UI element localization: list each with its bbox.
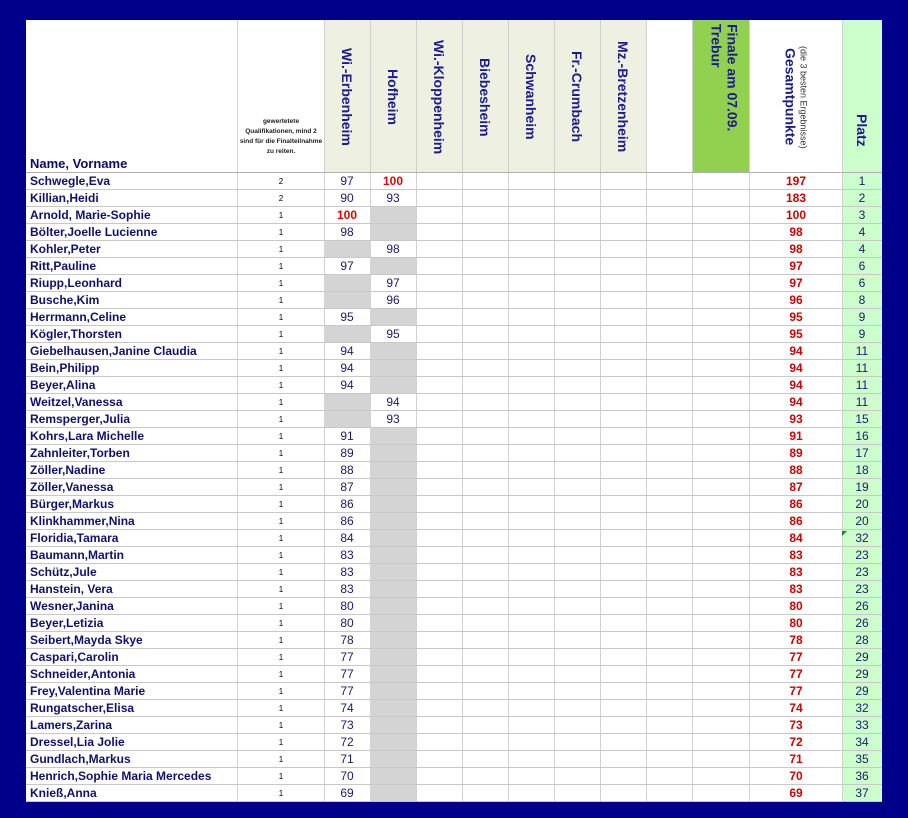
score-erbenheim-cell[interactable]: 69 xyxy=(340,786,354,800)
total-points-cell[interactable]: 73 xyxy=(789,718,803,732)
total-points-cell[interactable]: 197 xyxy=(785,174,807,188)
total-points-cell[interactable]: 93 xyxy=(789,412,803,426)
table-row xyxy=(26,275,882,292)
venue-header-crumbach: Fr.-Crumbach xyxy=(569,51,585,143)
score-hofheim-cell[interactable] xyxy=(370,496,416,513)
score-hofheim-cell[interactable] xyxy=(370,581,416,598)
place-cell[interactable]: 11 xyxy=(855,361,869,375)
place-cell[interactable]: 32 xyxy=(855,701,869,715)
table-row xyxy=(26,700,882,717)
place-cell[interactable]: 20 xyxy=(855,497,869,511)
score-erbenheim-cell[interactable]: 71 xyxy=(340,752,354,766)
rider-name-cell[interactable]: Gundlach,Markus xyxy=(30,752,131,766)
total-points-cell[interactable]: 98 xyxy=(789,242,803,256)
total-points-cell[interactable]: 80 xyxy=(789,599,803,613)
total-points-cell[interactable]: 91 xyxy=(789,429,803,443)
score-erbenheim-cell[interactable]: 83 xyxy=(340,565,354,579)
place-cell[interactable]: 15 xyxy=(855,412,869,426)
total-points-cell[interactable]: 96 xyxy=(789,293,803,307)
place-cell[interactable]: 9 xyxy=(858,327,866,341)
venue-header-erbenheim: Wi.-Erbenheim xyxy=(339,48,355,146)
rider-name-cell[interactable]: Lamers,Zarina xyxy=(30,718,113,732)
place-cell[interactable]: 16 xyxy=(855,429,869,443)
rider-name-cell[interactable]: Kohler,Peter xyxy=(30,242,101,256)
rider-name-cell[interactable]: Knieß,Anna xyxy=(30,786,97,800)
table-row xyxy=(26,173,882,190)
total-points-cell[interactable]: 95 xyxy=(789,310,803,324)
score-erbenheim-cell[interactable]: 80 xyxy=(340,599,354,613)
place-cell[interactable]: 6 xyxy=(858,259,866,273)
total-points-cell[interactable]: 89 xyxy=(789,446,803,460)
rider-name-cell[interactable]: Giebelhausen,Janine Claudia xyxy=(30,344,197,358)
score-erbenheim-cell[interactable]: 74 xyxy=(340,701,354,715)
rider-name-cell[interactable]: Schütz,Jule xyxy=(30,565,97,579)
table-row xyxy=(26,377,882,394)
score-hofheim-cell[interactable] xyxy=(370,717,416,734)
rider-name-cell[interactable]: Riupp,Leonhard xyxy=(30,276,122,290)
table-row xyxy=(26,394,882,411)
table-row xyxy=(26,598,882,615)
score-hofheim-cell[interactable] xyxy=(370,360,416,377)
score-hofheim-cell[interactable]: 100 xyxy=(382,174,404,188)
total-points-cell[interactable]: 95 xyxy=(789,327,803,341)
score-hofheim-cell[interactable] xyxy=(370,343,416,360)
score-erbenheim-cell[interactable]: 86 xyxy=(340,497,354,511)
total-points-cell[interactable]: 74 xyxy=(789,701,803,715)
rider-name-cell[interactable]: Ritt,Pauline xyxy=(30,259,97,273)
total-points-cell[interactable]: 84 xyxy=(789,531,803,545)
qualification-count-cell[interactable]: 1 xyxy=(278,279,284,288)
total-points-cell[interactable]: 83 xyxy=(789,565,803,579)
venue-header-bretzenheim: Mz.-Bretzenheim xyxy=(615,41,631,153)
place-cell[interactable]: 32 xyxy=(855,531,869,545)
score-hofheim-cell[interactable]: 94 xyxy=(386,395,400,409)
score-hofheim-cell[interactable] xyxy=(370,649,416,666)
rider-name-cell[interactable]: Wesner,Janina xyxy=(30,599,114,613)
total-points-cell[interactable]: 97 xyxy=(789,276,803,290)
place-cell[interactable]: 17 xyxy=(855,446,869,460)
rider-name-cell[interactable]: Baumann,Martin xyxy=(30,548,125,562)
rider-name-cell[interactable]: Schneider,Antonia xyxy=(30,667,136,681)
score-erbenheim-cell[interactable]: 97 xyxy=(340,174,354,188)
rider-name-cell[interactable]: Kögler,Thorsten xyxy=(30,327,123,341)
table-row xyxy=(26,462,882,479)
table-row xyxy=(26,768,882,785)
score-erbenheim-cell[interactable] xyxy=(324,241,370,258)
table-row xyxy=(26,258,882,275)
rider-name-cell[interactable]: Caspari,Carolin xyxy=(30,650,119,664)
place-cell[interactable]: 11 xyxy=(855,378,869,392)
total-points-cell[interactable]: 97 xyxy=(789,259,803,273)
rider-name-cell[interactable]: Zöller,Vanessa xyxy=(30,480,114,494)
rider-name-cell[interactable]: Rungatscher,Elisa xyxy=(30,701,135,715)
score-erbenheim-cell[interactable]: 77 xyxy=(340,650,354,664)
place-cell[interactable]: 19 xyxy=(855,480,869,494)
place-cell[interactable]: 8 xyxy=(858,293,866,307)
qualification-count-cell[interactable]: 1 xyxy=(278,432,284,441)
score-erbenheim-cell[interactable]: 86 xyxy=(340,514,354,528)
place-cell[interactable]: 34 xyxy=(855,735,869,749)
qualification-count-cell[interactable]: 1 xyxy=(278,653,284,662)
place-cell[interactable]: 29 xyxy=(855,667,869,681)
score-erbenheim-cell[interactable]: 94 xyxy=(340,378,354,392)
rider-name-cell[interactable]: Zöller,Nadine xyxy=(30,463,106,477)
rider-name-cell[interactable]: Seibert,Mayda Skye xyxy=(30,633,143,647)
total-points-cell[interactable]: 77 xyxy=(789,667,803,681)
qualification-count-cell[interactable]: 1 xyxy=(278,381,284,390)
score-hofheim-cell[interactable] xyxy=(370,513,416,530)
score-hofheim-cell[interactable]: 96 xyxy=(386,293,400,307)
rider-name-cell[interactable]: Weitzel,Vanessa xyxy=(30,395,123,409)
place-cell[interactable]: 23 xyxy=(855,548,869,562)
rider-name-cell[interactable]: Henrich,Sophie Maria Mercedes xyxy=(30,769,212,783)
place-cell[interactable]: 11 xyxy=(855,395,869,409)
qualification-count-cell[interactable]: 1 xyxy=(278,670,284,679)
qualification-count-cell[interactable]: 1 xyxy=(278,296,284,305)
venue-header-biebesheim: Biebesheim xyxy=(477,57,493,137)
rider-name-cell[interactable]: Klinkhammer,Nina xyxy=(30,514,135,528)
place-cell[interactable]: 6 xyxy=(858,276,866,290)
place-cell[interactable]: 33 xyxy=(855,718,869,732)
score-erbenheim-cell[interactable]: 72 xyxy=(340,735,354,749)
score-hofheim-cell[interactable] xyxy=(370,547,416,564)
score-hofheim-cell[interactable] xyxy=(370,785,416,802)
rider-name-cell[interactable]: Killian,Heidi xyxy=(30,191,99,205)
rider-name-cell[interactable]: Floridia,Tamara xyxy=(30,531,119,545)
place-cell[interactable]: 20 xyxy=(855,514,869,528)
table-row xyxy=(26,445,882,462)
total-points-cell[interactable]: 94 xyxy=(789,344,803,358)
score-hofheim-cell[interactable] xyxy=(370,445,416,462)
total-points-cell[interactable]: 183 xyxy=(785,191,807,205)
score-hofheim-cell[interactable] xyxy=(370,615,416,632)
qualification-count-cell[interactable]: 1 xyxy=(278,551,284,560)
table-row xyxy=(26,309,882,326)
rider-name-cell[interactable]: Beyer,Letizia xyxy=(30,616,104,630)
total-points-cell[interactable]: 86 xyxy=(789,497,803,511)
table-row xyxy=(26,326,882,343)
qualification-count-cell[interactable]: 1 xyxy=(278,500,284,509)
qualification-count-cell[interactable]: 1 xyxy=(278,347,284,356)
score-erbenheim-cell[interactable]: 80 xyxy=(340,616,354,630)
table-row xyxy=(26,411,882,428)
qualification-count-cell[interactable]: 2 xyxy=(278,177,284,186)
total-points-cell[interactable]: 71 xyxy=(789,752,803,766)
qualification-count-cell[interactable]: 1 xyxy=(278,534,284,543)
qualification-count-cell[interactable]: 1 xyxy=(278,228,284,237)
rider-name-cell[interactable]: Hanstein, Vera xyxy=(30,582,113,596)
qualification-count-cell[interactable]: 2 xyxy=(278,194,284,203)
score-hofheim-cell[interactable] xyxy=(370,309,416,326)
table-row xyxy=(26,496,882,513)
table-row xyxy=(26,751,882,768)
table-row xyxy=(26,581,882,598)
total-points-cell[interactable]: 100 xyxy=(785,208,807,222)
score-hofheim-cell[interactable] xyxy=(370,751,416,768)
qualification-count-cell[interactable]: 1 xyxy=(278,568,284,577)
score-hofheim-cell[interactable] xyxy=(370,462,416,479)
table-row xyxy=(26,649,882,666)
qualification-count-cell[interactable]: 1 xyxy=(278,585,284,594)
qualification-count-cell[interactable]: 1 xyxy=(278,704,284,713)
rider-name-cell[interactable]: Bölter,Joelle Lucienne xyxy=(30,225,158,239)
place-cell[interactable]: 26 xyxy=(855,616,869,630)
total-header: Gesamtpunkte (die 3 besten Ergebnisse) xyxy=(782,45,809,149)
score-erbenheim-cell[interactable]: 90 xyxy=(340,191,354,205)
rider-name-cell[interactable]: Bürger,Markus xyxy=(30,497,115,511)
place-cell[interactable]: 29 xyxy=(855,650,869,664)
table-row xyxy=(26,292,882,309)
qualification-count-cell[interactable]: 1 xyxy=(278,211,284,220)
score-hofheim-cell[interactable]: 98 xyxy=(386,242,400,256)
name-column-header: Name, Vorname xyxy=(30,156,128,171)
rider-name-cell[interactable]: Beyer,Alina xyxy=(30,378,96,392)
score-hofheim-cell[interactable] xyxy=(370,632,416,649)
qualification-count-cell[interactable]: 1 xyxy=(278,245,284,254)
rider-name-cell[interactable]: Schwegle,Eva xyxy=(30,174,111,188)
score-erbenheim-cell[interactable]: 77 xyxy=(340,684,354,698)
table-row xyxy=(26,224,882,241)
score-erbenheim-cell[interactable]: 78 xyxy=(340,633,354,647)
qualification-count-cell[interactable]: 1 xyxy=(278,364,284,373)
score-erbenheim-cell[interactable]: 94 xyxy=(340,344,354,358)
qualification-count-cell[interactable]: 1 xyxy=(278,755,284,764)
table-row xyxy=(26,717,882,734)
table-row xyxy=(26,360,882,377)
qualification-column-header: gewertetete Qualifikationen, mind 2 sind für die Finalteilnahme zu reiten. xyxy=(239,118,323,155)
final-header: Finale am 07.09. Trebur xyxy=(708,24,741,132)
total-points-cell[interactable]: 88 xyxy=(789,463,803,477)
place-cell[interactable]: 2 xyxy=(858,191,866,205)
total-points-cell[interactable]: 80 xyxy=(789,616,803,630)
qualification-count-cell[interactable]: 1 xyxy=(278,687,284,696)
place-cell[interactable]: 9 xyxy=(858,310,866,324)
score-erbenheim-cell[interactable] xyxy=(324,411,370,428)
score-hofheim-cell[interactable] xyxy=(370,258,416,275)
rider-name-cell[interactable]: Remsperger,Julia xyxy=(30,412,131,426)
score-hofheim-cell[interactable] xyxy=(370,207,416,224)
rider-name-cell[interactable]: Bein,Philipp xyxy=(30,361,100,375)
score-erbenheim-cell[interactable] xyxy=(324,326,370,343)
total-points-cell[interactable]: 94 xyxy=(789,361,803,375)
venue-header-schwanheim: Schwanheim xyxy=(523,54,539,140)
table-row xyxy=(26,547,882,564)
qualification-count-cell[interactable]: 1 xyxy=(278,449,284,458)
score-hofheim-cell[interactable]: 93 xyxy=(386,191,400,205)
place-cell[interactable]: 29 xyxy=(855,684,869,698)
table-row xyxy=(26,207,882,224)
qualification-count-cell[interactable]: 1 xyxy=(278,517,284,526)
place-cell[interactable]: 36 xyxy=(855,769,869,783)
score-hofheim-cell[interactable] xyxy=(370,377,416,394)
score-erbenheim-cell[interactable]: 89 xyxy=(340,446,354,460)
score-hofheim-cell[interactable] xyxy=(370,666,416,683)
rider-name-cell[interactable]: Frey,Valentina Marie xyxy=(30,684,146,698)
score-hofheim-cell[interactable] xyxy=(370,768,416,785)
place-cell[interactable]: 28 xyxy=(855,633,869,647)
score-hofheim-cell[interactable] xyxy=(370,734,416,751)
score-erbenheim-cell[interactable]: 88 xyxy=(340,463,354,477)
rider-name-cell[interactable]: Dressel,Lia Jolie xyxy=(30,735,125,749)
qualification-count-cell[interactable]: 1 xyxy=(278,619,284,628)
total-points-cell[interactable]: 77 xyxy=(789,650,803,664)
qualification-count-cell[interactable]: 1 xyxy=(278,483,284,492)
place-cell[interactable]: 37 xyxy=(855,786,869,800)
qualification-count-cell[interactable]: 1 xyxy=(278,602,284,611)
qualification-count-cell[interactable]: 1 xyxy=(278,721,284,730)
score-erbenheim-cell[interactable]: 73 xyxy=(340,718,354,732)
total-points-cell[interactable]: 69 xyxy=(789,786,803,800)
score-erbenheim-cell[interactable]: 83 xyxy=(340,582,354,596)
score-erbenheim-cell[interactable]: 97 xyxy=(340,259,354,273)
table-row xyxy=(26,343,882,360)
score-erbenheim-cell[interactable]: 77 xyxy=(340,667,354,681)
venue-header-kloppenheim: Wi.-Kloppenheim xyxy=(431,39,447,155)
cell-comment-marker-icon xyxy=(842,531,847,536)
score-erbenheim-cell[interactable] xyxy=(324,292,370,309)
score-erbenheim-cell[interactable]: 83 xyxy=(340,548,354,562)
score-erbenheim-cell[interactable]: 84 xyxy=(340,531,354,545)
rider-name-cell[interactable]: Arnold, Marie-Sophie xyxy=(30,208,151,222)
table-row xyxy=(26,241,882,258)
place-cell[interactable]: 18 xyxy=(855,463,869,477)
table-row xyxy=(26,190,882,207)
table-row xyxy=(26,683,882,700)
score-erbenheim-cell[interactable]: 91 xyxy=(340,429,354,443)
total-points-cell[interactable]: 94 xyxy=(789,378,803,392)
qualification-count-cell[interactable]: 1 xyxy=(278,738,284,747)
score-hofheim-cell[interactable]: 93 xyxy=(386,412,400,426)
score-hofheim-cell[interactable] xyxy=(370,530,416,547)
qualification-count-cell[interactable]: 1 xyxy=(278,262,284,271)
score-hofheim-cell[interactable] xyxy=(370,700,416,717)
place-cell[interactable]: 26 xyxy=(855,599,869,613)
score-erbenheim-cell[interactable]: 100 xyxy=(336,208,358,222)
place-cell[interactable]: 11 xyxy=(855,344,869,358)
place-cell[interactable]: 23 xyxy=(855,565,869,579)
score-erbenheim-cell[interactable]: 70 xyxy=(340,769,354,783)
total-points-cell[interactable]: 86 xyxy=(789,514,803,528)
score-erbenheim-cell[interactable] xyxy=(324,394,370,411)
qualification-count-cell[interactable]: 1 xyxy=(278,772,284,781)
qualification-count-cell[interactable]: 1 xyxy=(278,313,284,322)
total-points-cell[interactable]: 83 xyxy=(789,548,803,562)
score-hofheim-cell[interactable] xyxy=(370,428,416,445)
score-hofheim-cell[interactable] xyxy=(370,683,416,700)
table-row xyxy=(26,734,882,751)
score-erbenheim-cell[interactable]: 95 xyxy=(340,310,354,324)
score-hofheim-cell[interactable]: 97 xyxy=(386,276,400,290)
qualification-count-cell[interactable]: 1 xyxy=(278,415,284,424)
total-points-cell[interactable]: 98 xyxy=(789,225,803,239)
rider-name-cell[interactable]: Herrmann,Celine xyxy=(30,310,127,324)
score-erbenheim-cell[interactable]: 94 xyxy=(340,361,354,375)
qualification-count-cell[interactable]: 1 xyxy=(278,789,284,798)
total-points-cell[interactable]: 72 xyxy=(789,735,803,749)
rider-name-cell[interactable]: Busche,Kim xyxy=(30,293,100,307)
table-row xyxy=(26,428,882,445)
table-row xyxy=(26,666,882,683)
table-row xyxy=(26,615,882,632)
place-cell[interactable]: 3 xyxy=(858,208,866,222)
qualification-count-cell[interactable]: 1 xyxy=(278,398,284,407)
score-hofheim-cell[interactable] xyxy=(370,224,416,241)
score-hofheim-cell[interactable] xyxy=(370,598,416,615)
total-points-cell[interactable]: 87 xyxy=(789,480,803,494)
score-hofheim-cell[interactable]: 95 xyxy=(386,327,400,341)
table-row xyxy=(26,564,882,581)
table-row xyxy=(26,479,882,496)
qualification-count-cell[interactable]: 1 xyxy=(278,330,284,339)
table-row xyxy=(26,530,882,547)
place-cell[interactable]: 1 xyxy=(858,174,866,188)
score-erbenheim-cell[interactable] xyxy=(324,275,370,292)
score-erbenheim-cell[interactable]: 98 xyxy=(340,225,354,239)
qualification-count-cell[interactable]: 1 xyxy=(278,636,284,645)
table-row xyxy=(26,513,882,530)
rider-name-cell[interactable]: Zahnleiter,Torben xyxy=(30,446,130,460)
place-cell[interactable]: 35 xyxy=(855,752,869,766)
total-points-cell[interactable]: 94 xyxy=(789,395,803,409)
place-header: Platz xyxy=(854,113,870,147)
total-points-cell[interactable]: 77 xyxy=(789,684,803,698)
total-points-cell[interactable]: 70 xyxy=(789,769,803,783)
total-points-cell[interactable]: 83 xyxy=(789,582,803,596)
venue-header-hofheim: Hofheim xyxy=(385,69,401,125)
place-cell[interactable]: 4 xyxy=(858,242,866,256)
place-cell[interactable]: 23 xyxy=(855,582,869,596)
qualification-count-cell[interactable]: 1 xyxy=(278,466,284,475)
rider-name-cell[interactable]: Kohrs,Lara Michelle xyxy=(30,429,145,443)
table-row xyxy=(26,785,882,802)
table-row xyxy=(26,632,882,649)
place-cell[interactable]: 4 xyxy=(858,225,866,239)
score-hofheim-cell[interactable] xyxy=(370,479,416,496)
score-erbenheim-cell[interactable]: 87 xyxy=(340,480,354,494)
total-points-cell[interactable]: 78 xyxy=(789,633,803,647)
score-hofheim-cell[interactable] xyxy=(370,564,416,581)
